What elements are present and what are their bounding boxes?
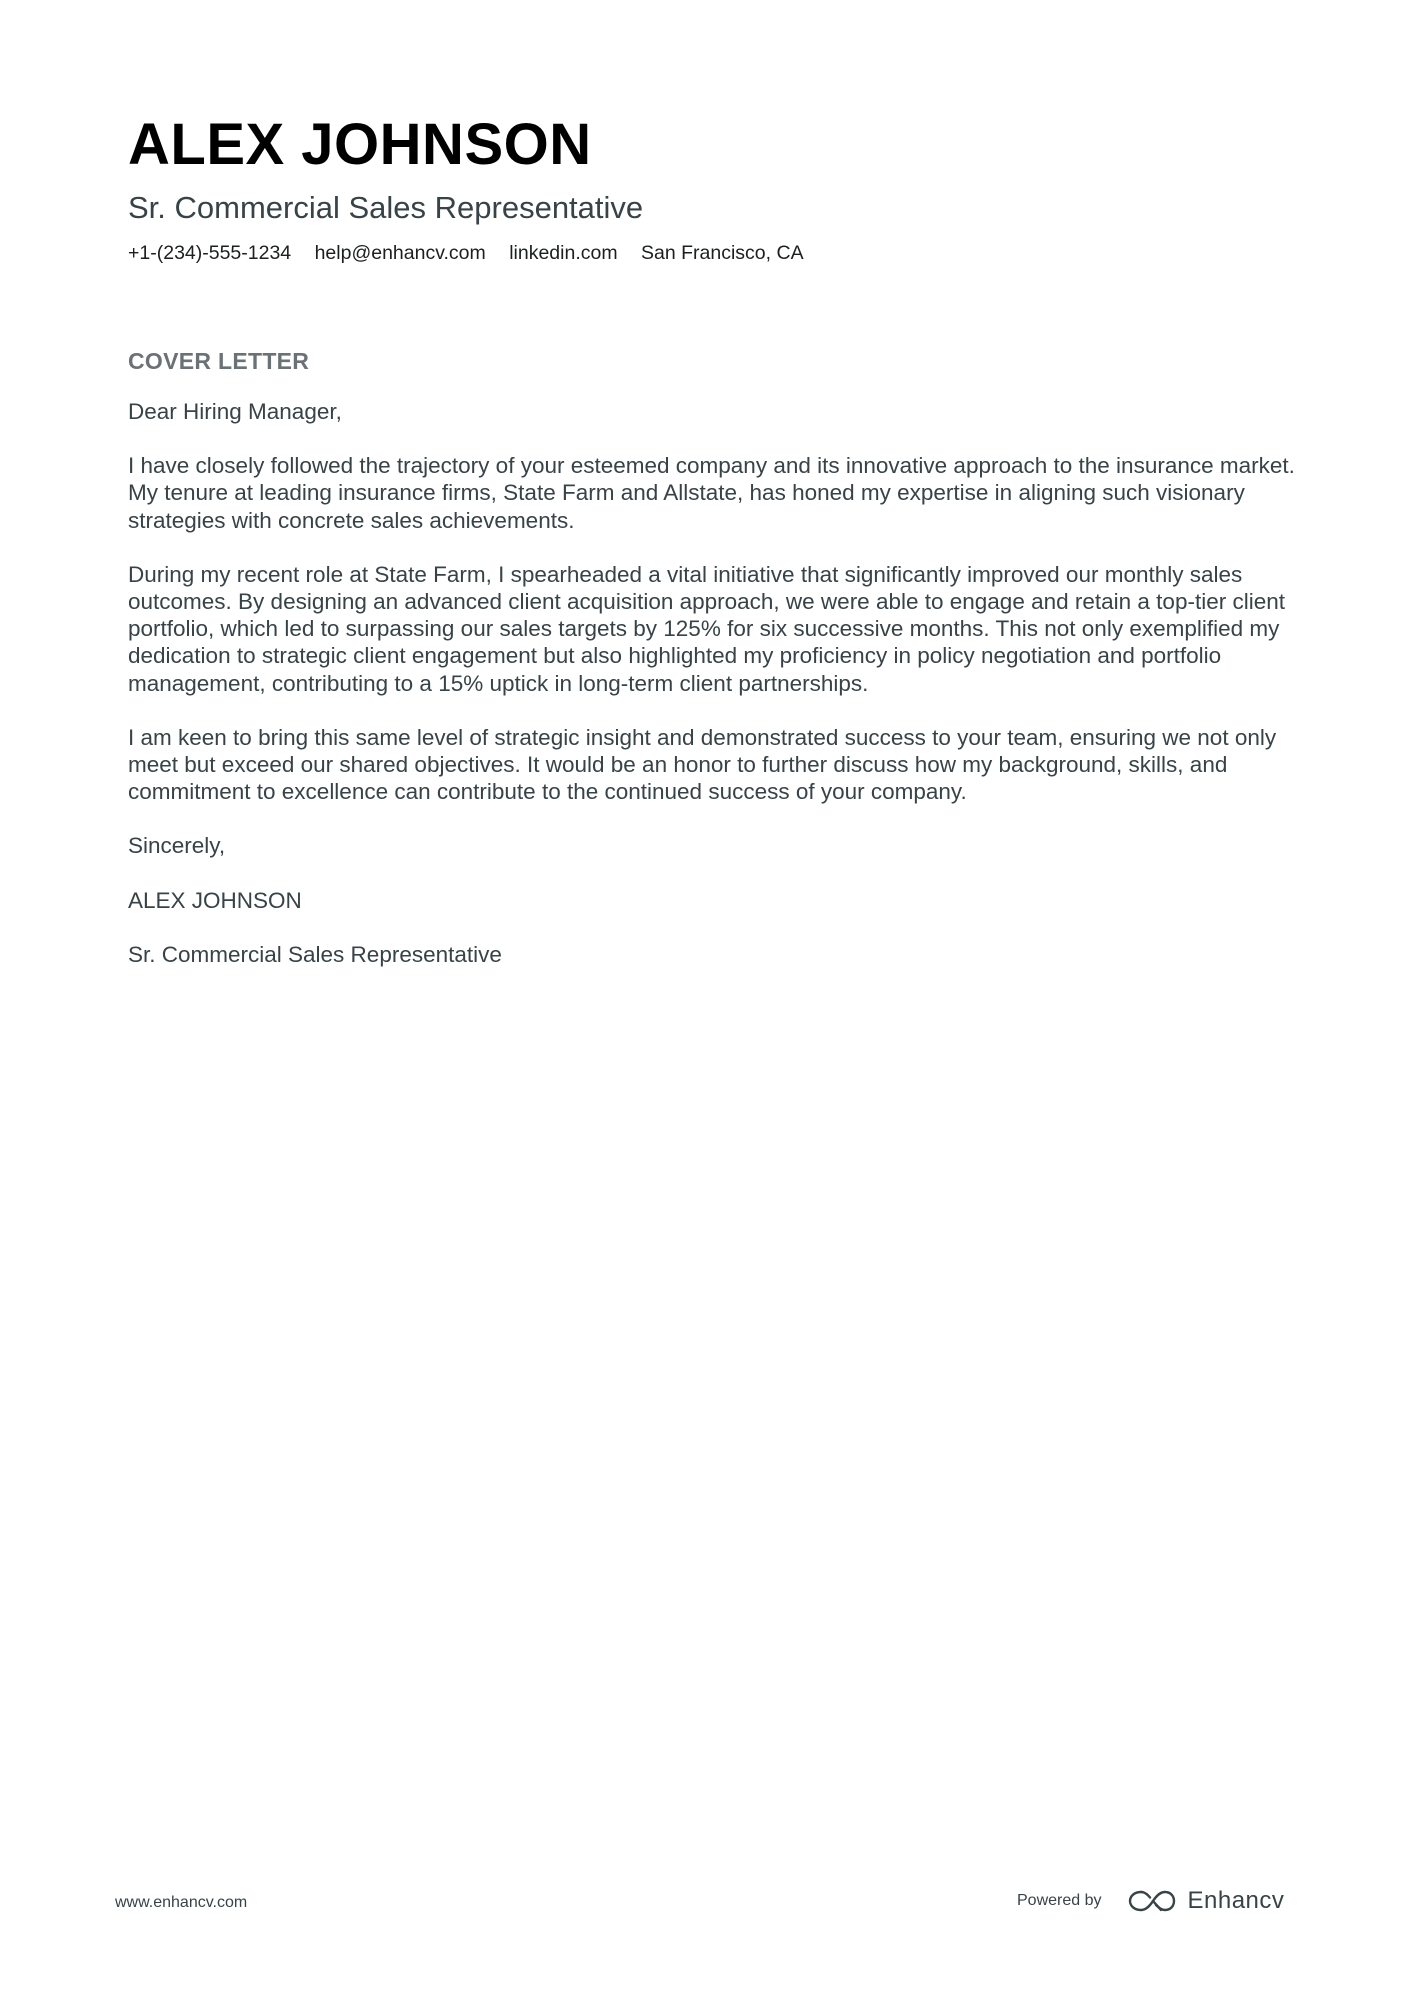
contact-location: San Francisco, CA	[641, 242, 804, 264]
header	[128, 110, 1288, 266]
paragraph-3: I am keen to bring this same level of strategic insight and demonstrated success to your team, ensuring we not only meet but exceed our shared objectives. It would be an honor to further discuss how my background, skills, and commitment to excellence can contribute to the continued success of your company.	[128, 724, 1277, 805]
letter-body	[128, 346, 1308, 995]
signature-title: Sr. Commercial Sales Representative	[128, 941, 502, 967]
signature-name: ALEX JOHNSON	[128, 887, 302, 913]
contact-phone: +1-(234)-555-1234	[128, 242, 292, 264]
closing: Sincerely,	[128, 833, 226, 859]
footer-website[interactable]: www.enhancv.com	[115, 1894, 248, 1911]
infinity-logo-icon	[1128, 1888, 1176, 1914]
footer-branding	[1017, 1881, 1284, 1921]
paragraph-2: During my recent role at State Farm, I spearheaded a vital initiative that significantly improved our monthly sales outcomes. By designing an advanced client acquisition approach, we were able to engage and retain a top-tier client portfolio, which led to surpassing our sales targets by 125% for six successive months. This not only exemplified my dedication to strategic client engagement but also highlighted my proficiency in policy negotiation and portfolio management, contributing to a 15% uptick in long-term client partnerships.	[128, 561, 1285, 696]
section-heading: COVER LETTER	[128, 348, 310, 374]
applicant-name: ALEX JOHNSON	[128, 112, 592, 177]
contact-linkedin[interactable]: linkedin.com	[509, 242, 618, 264]
paragraph-1: I have closely followed the trajectory of your esteemed company and its innovative approach to the insurance market. My tenure at leading insurance firms, State Farm and Allstate, has honed my expertise in aligning such visionary strategies with concrete sales achievements.	[128, 453, 1295, 533]
contact-line	[128, 240, 1288, 266]
brand-name[interactable]: Enhancv	[1187, 1887, 1285, 1914]
applicant-title: Sr. Commercial Sales Representative	[128, 190, 644, 225]
salutation: Dear Hiring Manager,	[128, 399, 342, 424]
contact-email[interactable]: help@enhancv.com	[314, 242, 486, 264]
powered-by-label: Powered by	[1017, 1892, 1102, 1909]
